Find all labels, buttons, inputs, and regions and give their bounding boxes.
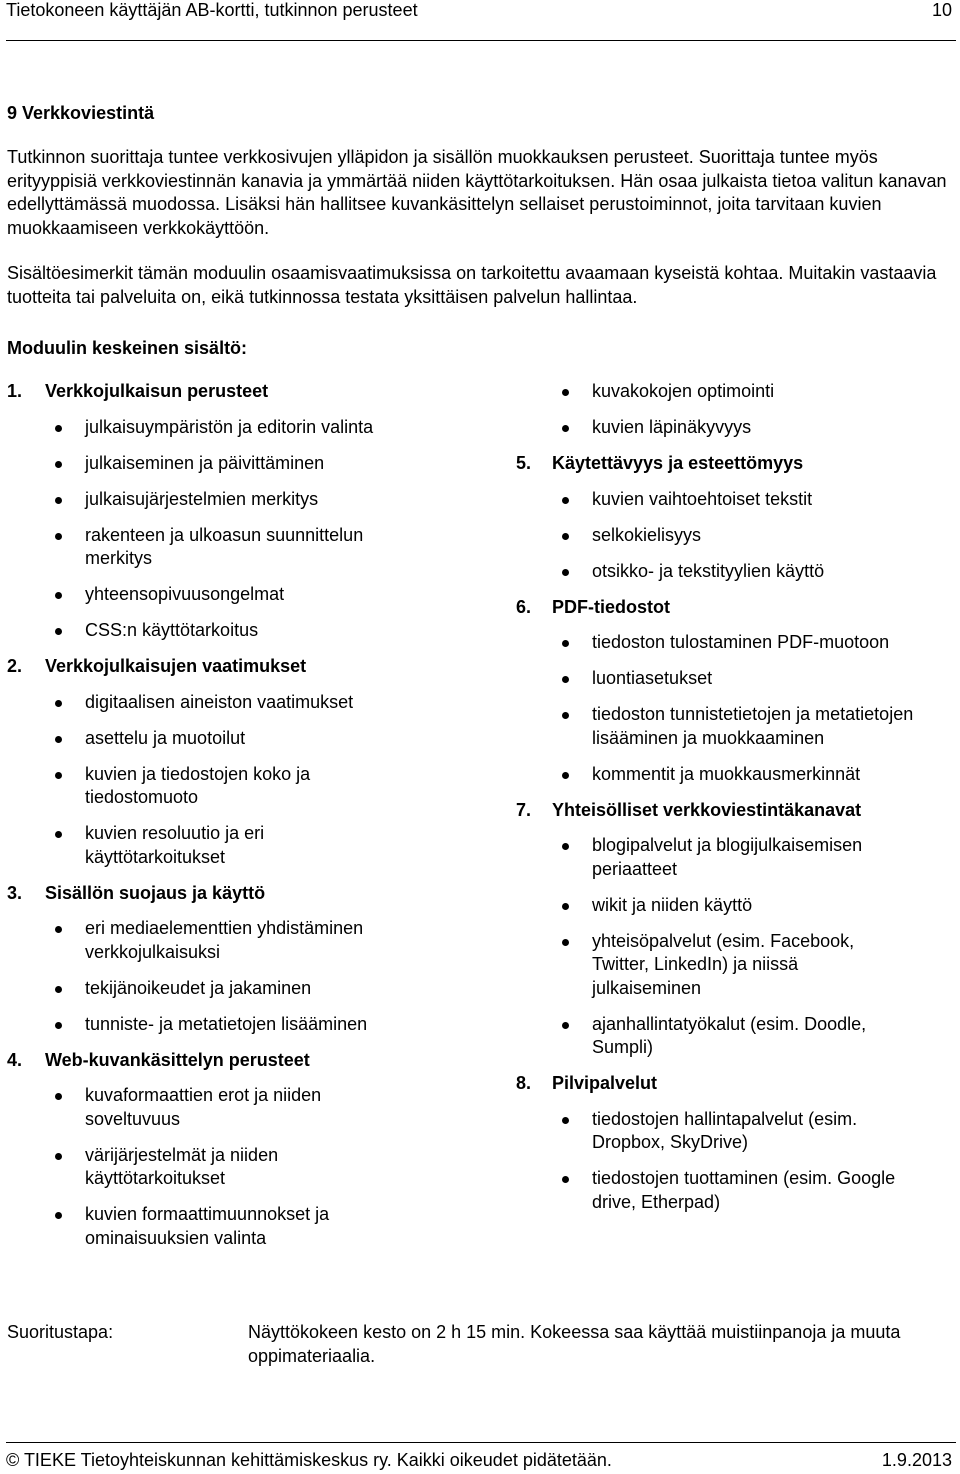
bullet-icon — [562, 497, 569, 504]
bullet-icon — [55, 1022, 62, 1029]
bullet-icon — [55, 592, 62, 599]
examples-paragraph: Sisältöesimerkit tämän moduulin osaamisvaatimuksissa on tarkoitettu avaamaan kyseistä kohtaa. Muitakin vastaavia tuotteita tai palveluita on, eikä tutkinnossa testata yksittäisen palvelun hallintaa. — [7, 263, 937, 307]
list-item: julkaisujärjestelmien merkitys — [7, 488, 477, 512]
page-footer — [6, 1442, 956, 1470]
list-item: yhteisöpalvelut (esim. Facebook, Twitter, LinkedIn) ja niissä julkaiseminen — [516, 930, 902, 1001]
list-item: rakenteen ja ulkoasun suunnittelun merkitys — [7, 524, 415, 571]
item-title: Pilvipalvelut — [552, 1073, 658, 1093]
item-title: Web-kuvankäsittelyn perusteet — [45, 1049, 310, 1070]
numbered-item — [516, 1072, 956, 1096]
list-item: tiedostojen hallintapalvelut (esim. Dropbox, SkyDrive) — [516, 1108, 912, 1155]
bullet-icon — [562, 1117, 569, 1124]
bullet-icon — [562, 903, 569, 910]
item-title: Yhteisölliset verkkoviestintäkanavat — [552, 799, 862, 820]
numbered-item — [7, 1049, 477, 1073]
item-title: Käytettävyys ja esteettömyys — [552, 453, 804, 473]
list-item: kuvien formaattimuunnokset ja ominaisuuksien valinta — [7, 1203, 395, 1250]
bullet-icon — [562, 425, 569, 432]
list-item: tiedostojen tuottaminen (esim. Google drive, Etherpad) — [516, 1167, 922, 1214]
bullet-icon — [55, 736, 62, 743]
item-number: 3. — [7, 882, 23, 903]
list-item: kuvien vaihtoehtoiset tekstit — [516, 488, 956, 512]
bullet-icon — [55, 700, 62, 707]
item-number: 1. — [7, 381, 23, 401]
bullet-list — [516, 380, 956, 440]
list-item: kuvakokojen optimointi — [516, 380, 956, 404]
bullet-list — [7, 416, 477, 643]
bullet-icon — [55, 986, 62, 993]
bullet-icon — [55, 926, 62, 933]
item-number: 2. — [7, 656, 23, 676]
list-item: julkaiseminen ja päivittäminen — [7, 452, 477, 476]
bullet-icon — [55, 533, 62, 540]
bullet-icon — [562, 843, 569, 850]
list-item: kuvien läpinäkyvyys — [516, 416, 956, 440]
item-title: Verkkojulkaisun perusteet — [45, 381, 269, 401]
list-item: blogipalvelut ja blogijulkaisemisen periaatteet — [516, 834, 922, 881]
list-item: kommentit ja muokkausmerkinnät — [516, 763, 956, 787]
bullet-list — [516, 1108, 956, 1215]
list-item: CSS:n käyttötarkoitus — [7, 619, 477, 643]
numbered-item — [7, 380, 477, 404]
bullet-icon — [55, 497, 62, 504]
bullet-icon — [562, 712, 569, 719]
list-item: otsikko- ja tekstityylien käyttö — [516, 560, 956, 584]
left-column — [7, 380, 477, 1263]
bullet-list — [7, 917, 477, 1036]
item-number: 5. — [516, 453, 532, 473]
bullet-list — [516, 834, 956, 1060]
bullet-icon — [562, 1022, 569, 1029]
bullet-icon — [55, 425, 62, 432]
list-item: julkaisuympäristön ja editorin valinta — [7, 416, 477, 440]
bullet-list — [7, 1084, 477, 1250]
footer-date: 1.9.2013 — [881, 1450, 952, 1470]
list-item: digitaalisen aineiston vaatimukset — [7, 691, 477, 715]
list-item: tekijänoikeudet ja jakaminen — [7, 977, 477, 1001]
bullet-icon — [562, 939, 569, 946]
list-item: kuvien ja tiedostojen koko ja tiedostomuoto — [7, 763, 385, 810]
list-item: luontiasetukset — [516, 667, 956, 691]
item-title: PDF-tiedostot — [552, 596, 670, 617]
numbered-item — [516, 799, 956, 823]
numbered-item — [516, 452, 956, 476]
bullet-list — [516, 631, 956, 786]
performance-text: Näyttökokeen kesto on 2 h 15 min. Kokeessa saa käyttää muistiinpanoja ja muuta oppimateriaalia. — [248, 1322, 901, 1366]
intro-paragraph: Tutkinnon suorittaja tuntee verkkosivujen ylläpidon ja sisällön muokkauksen perusteet. Suorittaja tuntee myös erityyppisiä verkkoviestinnän kanavia ja ymmärtää niiden käyttötarkoituksen. Hän osaa julkaista tietoa valitun kanavan edellyttämässä muodossa. Lisäksi hän hallitsee kuvankäsittelyn sellaiset perustoiminnot, joita tarvitaan kuvien muokkaamiseen verkkokäyttöön. — [7, 147, 947, 238]
header-title: Tietokoneen käyttäjän AB-kortti, tutkinnon perusteet — [6, 0, 418, 20]
item-number: 4. — [7, 1049, 23, 1070]
item-number: 7. — [516, 799, 532, 820]
item-title: Verkkojulkaisujen vaatimukset — [45, 656, 307, 676]
numbered-item — [516, 596, 956, 620]
footer-copyright: © TIEKE Tietoyhteiskunnan kehittämiskeskus ry. Kaikki oikeudet pidätetään. — [6, 1450, 612, 1470]
bullet-icon — [562, 676, 569, 683]
list-item: kuvien resoluutio ja eri käyttötarkoitukset — [7, 822, 385, 869]
bullet-list — [516, 488, 956, 584]
list-item: tunniste- ja metatietojen lisääminen — [7, 1013, 477, 1037]
right-column — [516, 380, 956, 1227]
numbered-item — [7, 882, 477, 906]
page-header — [6, 0, 956, 41]
page-number: 10 — [931, 0, 952, 20]
list-item: yhteensopivuusongelmat — [7, 583, 477, 607]
numbered-item — [7, 655, 477, 679]
list-item: ajanhallintatyökalut (esim. Doodle, Sumpli) — [516, 1013, 922, 1060]
list-item: selkokielisyys — [516, 524, 956, 548]
section-heading: 9 Verkkoviestintä — [7, 103, 155, 123]
list-item: wikit ja niiden käyttö — [516, 894, 956, 918]
item-title: Sisällön suojaus ja käyttö — [45, 882, 266, 903]
item-number: 6. — [516, 596, 532, 617]
list-item: tiedoston tunnistetietojen ja metatietojen lisääminen ja muokkaaminen — [516, 703, 922, 750]
content-heading: Moduulin keskeinen sisältö: — [7, 338, 248, 358]
list-item: eri mediaelementtien yhdistäminen verkkojulkaisuksi — [7, 917, 415, 964]
performance-label: Suoritustapa: — [7, 1322, 114, 1342]
bullet-icon — [55, 772, 62, 779]
list-item: asettelu ja muotoilut — [7, 727, 477, 751]
bullet-icon — [55, 628, 62, 635]
bullet-icon — [562, 569, 569, 576]
list-item: kuvaformaattien erot ja niiden soveltuvuus — [7, 1084, 385, 1131]
list-item: tiedoston tulostaminen PDF-muotoon — [516, 631, 956, 655]
bullet-icon — [562, 533, 569, 540]
bullet-icon — [55, 831, 62, 838]
bullet-icon — [55, 1153, 62, 1160]
bullet-icon — [562, 1176, 569, 1183]
bullet-icon — [55, 461, 62, 468]
bullet-icon — [55, 1212, 62, 1219]
bullet-icon — [562, 772, 569, 779]
bullet-icon — [55, 1093, 62, 1100]
bullet-list — [7, 691, 477, 870]
bullet-icon — [562, 389, 569, 396]
list-item: värijärjestelmät ja niiden käyttötarkoitukset — [7, 1144, 385, 1191]
item-number: 8. — [516, 1073, 532, 1093]
bullet-icon — [562, 640, 569, 647]
